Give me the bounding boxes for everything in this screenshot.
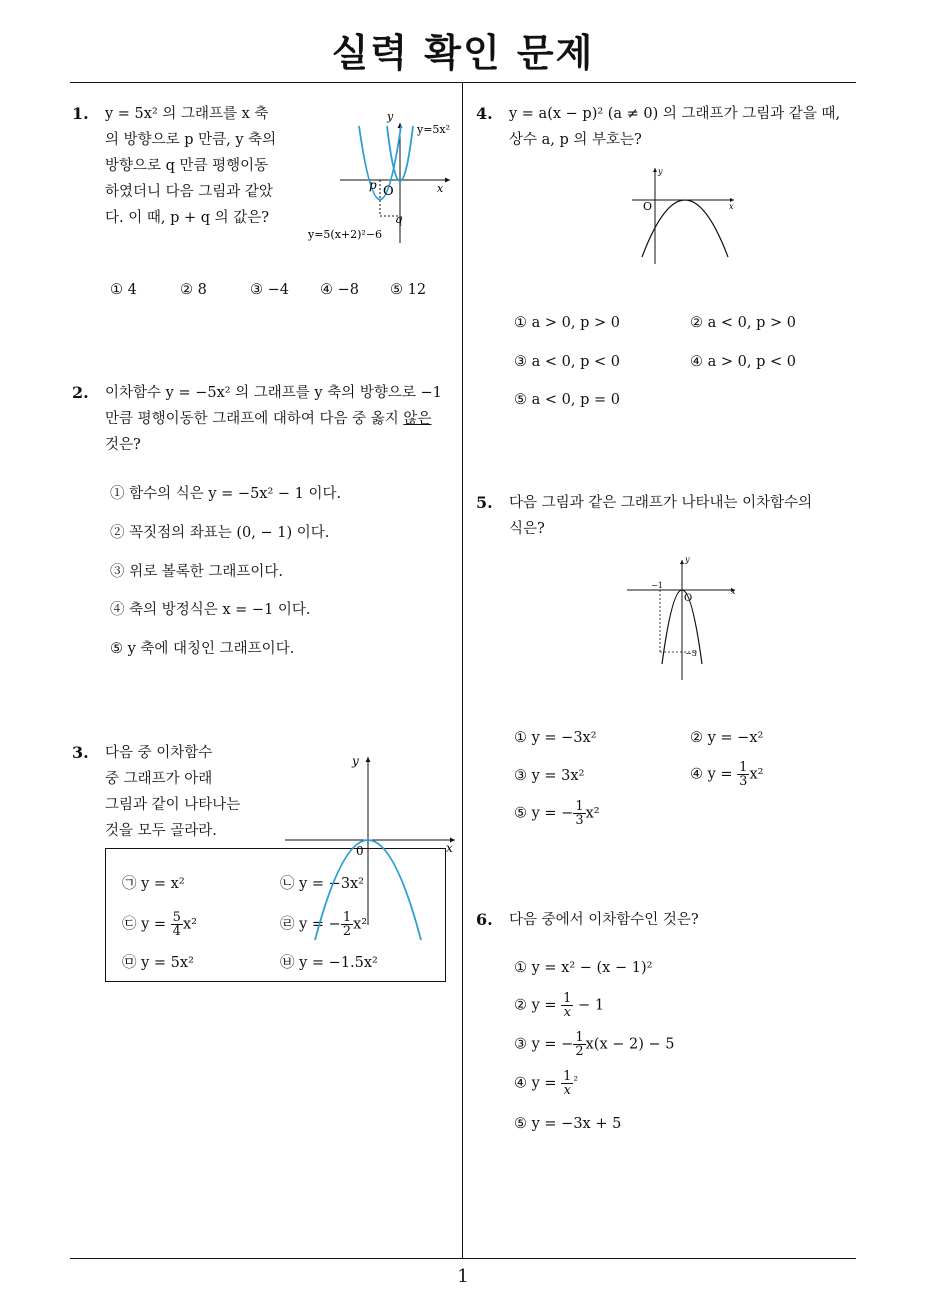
page-title: 실력 확인 문제 — [331, 31, 595, 75]
q3-option-2: ㉡ y = −3x² — [280, 876, 365, 892]
q1-x-label: x — [437, 182, 444, 195]
q3-number: 3. — [72, 743, 89, 762]
q4-y-arrow-icon — [653, 168, 657, 172]
q1-line: 방향으로 q 만큼 평행이동 — [105, 158, 269, 174]
q4-line: y = a(x − p)² (a ≠ 0) 의 그래프가 그림과 같을 때, — [509, 106, 841, 122]
q5-figure — [625, 552, 745, 682]
q2-choice-3: ③ 위로 볼록한 그래프이다. — [110, 564, 284, 580]
q1-number: 1. — [72, 104, 89, 123]
q3-figure — [280, 745, 460, 975]
q5-origin-label: O — [684, 593, 693, 604]
q1-p-label: p — [369, 178, 377, 192]
q5-choice-2: ② y = −x² — [690, 730, 764, 746]
q1-y-label: y — [387, 110, 394, 123]
q5-choice-5: ⑤ y = − $\frac{1}{3}$ x² — [514, 799, 600, 828]
q5-y-arrow-icon — [680, 560, 684, 564]
q6-choice-1: ① y = x² − (x − 1)² — [514, 960, 653, 976]
q2-choice-1: ① 함수의 식은 y = −5x² − 1 이다. — [110, 486, 342, 502]
q3-text — [105, 740, 275, 844]
q6-choice-4: ④ y = $\frac{1}{x}$ $^{^2}$ — [514, 1069, 578, 1098]
q1-line: y = 5x² 의 그래프를 x 축 — [105, 106, 269, 122]
q5-x-mark: −1 — [651, 581, 663, 590]
bottom-rule — [70, 1258, 856, 1259]
q4-choice-3: ③ a < 0, p < 0 — [514, 354, 620, 370]
q3-line: 그림과 같이 나타나는 — [105, 797, 241, 813]
q3-option-1: ㉠ y = x² — [122, 876, 185, 892]
q1-choice-2: ② 8 — [180, 282, 207, 298]
q4-origin-label: O — [643, 200, 653, 213]
q2-line-text: 만큼 평행이동한 그래프에 대하여 다음 중 옳지 — [105, 411, 404, 427]
q5-y-mark: −3 — [685, 649, 697, 658]
column-divider — [462, 83, 463, 1258]
q6-number: 6. — [476, 910, 493, 929]
q4-text — [509, 101, 854, 153]
q2-line: 것은? — [105, 437, 141, 453]
q3-y-arrow-icon — [366, 757, 371, 762]
q1-text — [105, 101, 305, 231]
q2-number: 2. — [72, 383, 89, 402]
page-number: 1 — [457, 1266, 469, 1287]
q1-x-arrow-icon — [445, 178, 450, 183]
q3-origin-label: 0 — [356, 844, 364, 858]
q5-text — [509, 490, 854, 542]
q1-curve1-label: y=5x² — [417, 123, 451, 136]
q5-line: 다음 그림과 같은 그래프가 나타내는 이차함수의 — [509, 495, 813, 511]
top-rule — [70, 82, 856, 83]
q2-line: 이차함수 y = −5x² 의 그래프를 y 축의 방향으로 −1 — [105, 385, 442, 401]
q4-number: 4. — [476, 104, 493, 123]
q1-curve2-label: y=5(x+2)²−6 — [308, 228, 383, 241]
q1-choice-4: ④ −8 — [320, 282, 359, 298]
q1-line: 다. 이 때, p + q 의 값은? — [105, 210, 270, 226]
q1-choice-1: ① 4 — [110, 282, 137, 298]
q6-choice-3: ③ y = − $\frac{1}{2}$ x(x − 2) − 5 — [514, 1030, 675, 1059]
q2-choice-2: ② 꼭짓점의 좌표는 (0, − 1) 이다. — [110, 525, 330, 541]
q5-choice-4: ④ y = $\frac{1}{3}$ x² — [690, 760, 764, 789]
q1-line: 하였더니 다음 그림과 같았 — [105, 184, 273, 200]
q2-line — [105, 406, 455, 432]
q3-line: 다음 중 이차함수 — [105, 745, 213, 761]
q4-line: 상수 a, p 의 부호는? — [509, 132, 642, 148]
q5-x-label: x — [731, 587, 736, 596]
q2-underlined-word: 않은 — [403, 411, 432, 427]
q1-q-label: q — [395, 212, 403, 226]
q3-option-4: ㉣ y = − $\frac{1}{2}$ x² — [280, 910, 368, 939]
q3-line: 중 그래프가 아래 — [105, 771, 213, 787]
q1-line: 의 방향으로 p 만큼, y 축의 — [105, 132, 277, 148]
q3-y-label: y — [352, 754, 359, 768]
q2-choice-5: ⑤ y 축에 대칭인 그래프이다. — [110, 641, 295, 657]
q3-x-label: x — [446, 841, 453, 855]
q5-choice-3: ③ y = 3x² — [514, 768, 585, 784]
q4-choice-1: ① a > 0, p > 0 — [514, 315, 620, 331]
q6-line: 다음 중에서 이차함수인 것은? — [509, 912, 699, 928]
q5-line: 식은? — [509, 521, 545, 537]
q4-choice-2: ② a < 0, p > 0 — [690, 315, 796, 331]
q1-origin-label: O — [383, 184, 394, 199]
q4-choice-4: ④ a > 0, p < 0 — [690, 354, 796, 370]
q4-choice-5: ⑤ a < 0, p = 0 — [514, 392, 620, 408]
q4-x-label: x — [729, 202, 734, 211]
q4-y-label: y — [658, 167, 663, 176]
q3-option-5: ㉤ y = 5x² — [122, 955, 194, 971]
q3-option-3: ㉢ y = $\frac{5}{4}$ x² — [122, 910, 197, 939]
q4-figure — [630, 162, 740, 267]
q1-choice-3: ③ −4 — [250, 282, 289, 298]
q5-choice-1: ① y = −3x² — [514, 730, 597, 746]
q3-line: 것을 모두 골라라. — [105, 823, 217, 839]
q1-figure — [305, 108, 460, 248]
q5-number: 5. — [476, 493, 493, 512]
q6-choice-2: ② y = $\frac{1}{x}$ − 1 — [514, 991, 605, 1020]
q3-option-6: ㉥ y = −1.5x² — [280, 955, 378, 971]
q5-y-label: y — [685, 555, 690, 564]
q6-choice-5: ⑤ y = −3x + 5 — [514, 1116, 622, 1132]
q1-choice-5: ⑤ 12 — [390, 282, 427, 298]
q2-choice-4: ④ 축의 방정식은 x = −1 이다. — [110, 602, 311, 618]
q2-text — [105, 380, 455, 458]
q6-text — [509, 907, 854, 933]
